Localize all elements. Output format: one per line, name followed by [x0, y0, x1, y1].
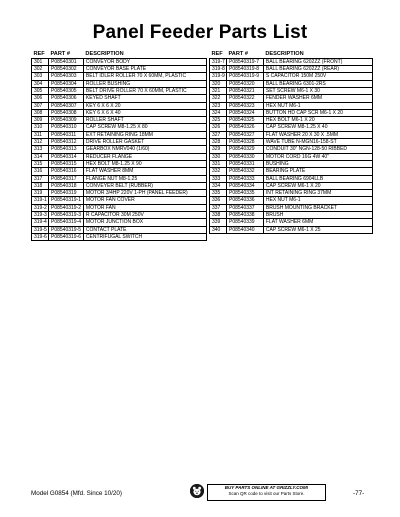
cell-part-number: P08540326 — [226, 124, 263, 131]
cell-ref: 332 — [210, 168, 227, 175]
cell-description: BALL BEARING 6202ZZ (REAR) — [263, 66, 372, 73]
cell-description: FLAT WASHER 6MM — [263, 219, 372, 226]
model-label: Model G0854 (Mfd. Since 10/20) — [31, 490, 123, 497]
cell-part-number: P08540319-9 — [226, 73, 263, 80]
cell-description: FLAT WASHER 8MM — [83, 168, 206, 175]
cell-description: KEY 6 X 6 X 20 — [83, 102, 206, 109]
table-row — [210, 139, 373, 146]
table-row — [210, 87, 373, 94]
table-row — [32, 212, 207, 219]
cell-description: BALL BEARING 6904LLB — [263, 175, 372, 182]
table-row — [210, 117, 373, 124]
cell-description: FLANGE NUT M8-1.25 — [83, 175, 206, 182]
table-row — [210, 160, 373, 167]
cell-part-number: P08540337 — [226, 204, 263, 211]
table-row — [32, 73, 207, 80]
cell-description: EXT RETAINING RING 18MM — [83, 131, 206, 138]
cell-part-number: P08540327 — [226, 131, 263, 138]
table-row — [210, 219, 373, 226]
cell-part-number: P08540311 — [48, 131, 83, 138]
cell-ref: 304 — [32, 80, 49, 87]
cell-part-number: P08540335 — [226, 190, 263, 197]
table-row — [210, 124, 373, 131]
cell-ref: 338 — [210, 212, 227, 219]
cell-description: HEX NUT M6-1 — [263, 197, 372, 204]
cell-ref: 326 — [210, 124, 227, 131]
cell-part-number: P08540323 — [226, 102, 263, 109]
cell-ref: 328 — [210, 139, 227, 146]
cell-ref: 307 — [32, 102, 49, 109]
cell-part-number: P08540325 — [226, 117, 263, 124]
cell-ref: 301 — [32, 58, 49, 65]
table-row — [32, 139, 207, 146]
cell-ref: 303 — [32, 73, 49, 80]
cell-ref: 316 — [32, 168, 49, 175]
cell-ref: 319-1 — [32, 197, 49, 204]
column-header-ref: REF — [33, 51, 45, 57]
cell-part-number: P08540336 — [226, 197, 263, 204]
table-row — [210, 212, 373, 219]
table-row — [210, 66, 373, 73]
cell-description: CAP SCREW M8-1.25 X 40 — [263, 124, 372, 131]
cell-part-number: P08540319-1 — [48, 197, 83, 204]
cell-part-number: P08540319-7 — [226, 58, 263, 65]
cell-description: BRUSH MOUNTING BRACKET — [263, 204, 372, 211]
cell-ref: 335 — [210, 190, 227, 197]
cell-ref: 319-8 — [210, 66, 227, 73]
table-row — [210, 95, 373, 102]
cell-part-number: P08540315 — [48, 160, 83, 167]
table-row — [210, 175, 373, 182]
cell-description: SET SCREW M6-1 X 30 — [263, 87, 372, 94]
table-row — [32, 80, 207, 87]
table-row — [32, 160, 207, 167]
cell-description: BRUSH — [263, 212, 372, 219]
table-row — [32, 153, 207, 160]
cell-part-number: P08540318 — [48, 182, 83, 189]
cell-description: CAP SCREW M6-1 X 25 — [263, 226, 372, 233]
cell-description: CENTRIFUGAL SWITCH — [83, 233, 206, 240]
cell-description: INT RETAINING RING 37MM — [263, 190, 372, 197]
table-row — [210, 102, 373, 109]
cell-part-number: P08540324 — [226, 109, 263, 116]
cell-description: MOTOR FAN — [83, 204, 206, 211]
cell-part-number: P08540306 — [48, 95, 83, 102]
cell-part-number: P08540313 — [48, 146, 83, 153]
cell-description: HEX BOLT M8-1.25 X 90 — [83, 160, 206, 167]
cell-part-number: P08540305 — [48, 87, 83, 94]
parts-table-right — [209, 51, 373, 234]
table-row — [32, 182, 207, 189]
cell-description: BELT IDLER ROLLER 70 X 60MM, PLASTIC — [83, 73, 206, 80]
cell-part-number: P08540329 — [226, 146, 263, 153]
cell-description: BALL BEARING 6202ZZ (FRONT) — [263, 58, 372, 65]
table-row — [32, 226, 207, 233]
cell-ref: 319-7 — [210, 58, 227, 65]
cell-description: CAP SCREW M6-1 X 20 — [263, 182, 372, 189]
table-row — [32, 197, 207, 204]
cell-ref: 308 — [32, 109, 49, 116]
table-row — [32, 204, 207, 211]
cell-part-number: P08540319-2 — [48, 204, 83, 211]
grizzly-bear-logo-icon — [190, 484, 204, 498]
cell-ref: 331 — [210, 160, 227, 167]
cell-ref: 325 — [210, 117, 227, 124]
cell-part-number: P08540338 — [226, 212, 263, 219]
cell-description: KEY 6 X 6 X 40 — [83, 109, 206, 116]
cell-description: ROLLER SHAFT — [83, 117, 206, 124]
table-row — [210, 182, 373, 189]
cell-part-number: P08540303 — [48, 73, 83, 80]
table-row — [32, 190, 207, 197]
table-row — [32, 95, 207, 102]
table-row — [32, 87, 207, 94]
table-row — [210, 168, 373, 175]
parts-store-promo[interactable] — [207, 484, 326, 501]
cell-ref: 330 — [210, 153, 227, 160]
cell-ref: 324 — [210, 109, 227, 116]
cell-part-number: P08540310 — [48, 124, 83, 131]
table-row — [32, 102, 207, 109]
page-title: Panel Feeder Parts List — [92, 22, 308, 43]
table-row — [210, 58, 373, 65]
cell-ref: 323 — [210, 102, 227, 109]
table-row — [32, 58, 207, 65]
cell-description: CAP SCREW M8-1.25 X 80 — [83, 124, 206, 131]
column-header-description: DESCRIPTION — [85, 51, 124, 57]
table-row — [32, 175, 207, 182]
cell-description: CONTACT PLATE — [83, 226, 206, 233]
table-row — [32, 168, 207, 175]
parts-table-left — [31, 51, 207, 241]
column-header-description: DESCRIPTION — [265, 51, 304, 57]
cell-ref: 327 — [210, 131, 227, 138]
cell-ref: 339 — [210, 219, 227, 226]
cell-part-number: P08540301 — [48, 58, 83, 65]
cell-part-number: P08540304 — [48, 80, 83, 87]
cell-part-number: P08540340 — [226, 226, 263, 233]
page-number: -77- — [353, 490, 365, 497]
table-row — [32, 146, 207, 153]
cell-description: BALL BEARING 6301-2RS — [263, 80, 372, 87]
column-header-ref: REF — [211, 51, 223, 57]
cell-part-number: P08540309 — [48, 117, 83, 124]
cell-ref: 320 — [210, 80, 227, 87]
cell-part-number: P08540316 — [48, 168, 83, 175]
cell-description: BUTTON HD CAP SCR M6-1 X 20 — [263, 109, 372, 116]
cell-ref: 314 — [32, 153, 49, 160]
cell-description: FENDER WASHER 6MM — [263, 95, 372, 102]
cell-ref: 340 — [210, 226, 227, 233]
cell-description: R CAPACITOR 30M 250V — [83, 212, 206, 219]
cell-part-number: P08540322 — [226, 95, 263, 102]
table-row — [32, 124, 207, 131]
cell-ref: 336 — [210, 197, 227, 204]
cell-description: MOTOR FAN COVER — [83, 197, 206, 204]
cell-description: GEARBOX NMRV040 (1/60) — [83, 146, 206, 153]
cell-part-number: P08540321 — [226, 87, 263, 94]
cell-part-number: P08540319-8 — [226, 66, 263, 73]
cell-description: BUSHING — [263, 160, 372, 167]
cell-part-number: P08540312 — [48, 139, 83, 146]
table-row — [32, 66, 207, 73]
cell-part-number: P08540319-6 — [48, 233, 83, 240]
cell-part-number: P08540328 — [226, 139, 263, 146]
cell-ref: 333 — [210, 175, 227, 182]
cell-ref: 319-5 — [32, 226, 49, 233]
table-row — [210, 80, 373, 87]
cell-ref: 312 — [32, 139, 49, 146]
cell-part-number: P08540317 — [48, 175, 83, 182]
cell-description: MOTOR 3/4HP 220V 1-PH (PANEL FEEDER) — [83, 190, 206, 197]
table-row — [210, 226, 373, 233]
cell-description: ROLLER BUSHING — [83, 80, 206, 87]
cell-part-number: P08540330 — [226, 153, 263, 160]
cell-ref: 319-6 — [32, 233, 49, 240]
cell-ref: 319-9 — [210, 73, 227, 80]
column-header-part: PART # — [228, 51, 248, 57]
cell-part-number: P08540319-5 — [48, 226, 83, 233]
promo-headline: BUY PARTS ONLINE AT GRIZZLY.COM! — [224, 485, 309, 490]
cell-ref: 334 — [210, 182, 227, 189]
cell-part-number: P08540307 — [48, 102, 83, 109]
cell-part-number: P08540308 — [48, 109, 83, 116]
cell-ref: 309 — [32, 117, 49, 124]
cell-description: CONVEYOR BASE PLATE — [83, 66, 206, 73]
cell-part-number: P08540333 — [226, 175, 263, 182]
cell-description: KEYED SHAFT — [83, 95, 206, 102]
table-row — [32, 219, 207, 226]
cell-part-number: P08540331 — [226, 160, 263, 167]
cell-ref: 319-4 — [32, 219, 49, 226]
cell-ref: 310 — [32, 124, 49, 131]
cell-description: DRIVE ROLLER GASKET — [83, 139, 206, 146]
cell-ref: 306 — [32, 95, 49, 102]
cell-ref: 322 — [210, 95, 227, 102]
cell-part-number: P08540332 — [226, 168, 263, 175]
cell-ref: 319-2 — [32, 204, 49, 211]
cell-ref: 319-3 — [32, 212, 49, 219]
cell-ref: 319 — [32, 190, 49, 197]
cell-description: HEX NUT M6-1 — [263, 102, 372, 109]
cell-description: REDUCER FLANGE — [83, 153, 206, 160]
cell-ref: 337 — [210, 204, 227, 211]
table-row — [210, 146, 373, 153]
cell-description: HEX BOLT M6-1 X 20 — [263, 117, 372, 124]
column-header-part: PART # — [50, 51, 70, 57]
cell-description: CONDUIT 30" NGN-128-50 RIBBED — [263, 146, 372, 153]
cell-part-number: P08540320 — [226, 80, 263, 87]
cell-ref: 302 — [32, 66, 49, 73]
cell-part-number: P08540302 — [48, 66, 83, 73]
cell-description: CONVEYOR BODY — [83, 58, 206, 65]
cell-ref: 305 — [32, 87, 49, 94]
table-row — [210, 190, 373, 197]
cell-description: MOTOR CORD 16G 4W 40" — [263, 153, 372, 160]
cell-part-number: P08540314 — [48, 153, 83, 160]
table-row — [32, 131, 207, 138]
cell-part-number: P08540319-4 — [48, 219, 83, 226]
cell-description: BEARING PLATE — [263, 168, 372, 175]
cell-ref: 317 — [32, 175, 49, 182]
table-row — [210, 73, 373, 80]
cell-description: CONVEYER BELT (RUBBER) — [83, 182, 206, 189]
cell-ref: 321 — [210, 87, 227, 94]
cell-ref: 313 — [32, 146, 49, 153]
table-header-row — [32, 51, 207, 58]
cell-part-number: P08540339 — [226, 219, 263, 226]
promo-subtext: Scan QR code to visit our Parts Store. — [228, 491, 305, 497]
table-row — [210, 153, 373, 160]
cell-ref: 318 — [32, 182, 49, 189]
table-row — [32, 233, 207, 240]
cell-description: WAVE TUBE N-MGN16-158-ST — [263, 139, 372, 146]
table-row — [210, 204, 373, 211]
cell-description: MOTOR JUNCTION BOX — [83, 219, 206, 226]
cell-ref: 315 — [32, 160, 49, 167]
cell-part-number: P08540334 — [226, 182, 263, 189]
cell-ref: 311 — [32, 131, 49, 138]
table-row — [32, 117, 207, 124]
cell-description: BELT DRIVE ROLLER 70 X 60MM, PLASTIC — [83, 87, 206, 94]
table-row — [210, 131, 373, 138]
table-row — [32, 109, 207, 116]
cell-ref: 329 — [210, 146, 227, 153]
cell-part-number: P08540319-3 — [48, 212, 83, 219]
cell-part-number: P08540319 — [48, 190, 83, 197]
table-header-row — [210, 51, 373, 58]
cell-description: FLAT WASHER 20 X 30 X .5MM — [263, 131, 372, 138]
cell-description: S CAPACITOR 150M 250V — [263, 73, 372, 80]
table-row — [210, 197, 373, 204]
table-row — [210, 109, 373, 116]
